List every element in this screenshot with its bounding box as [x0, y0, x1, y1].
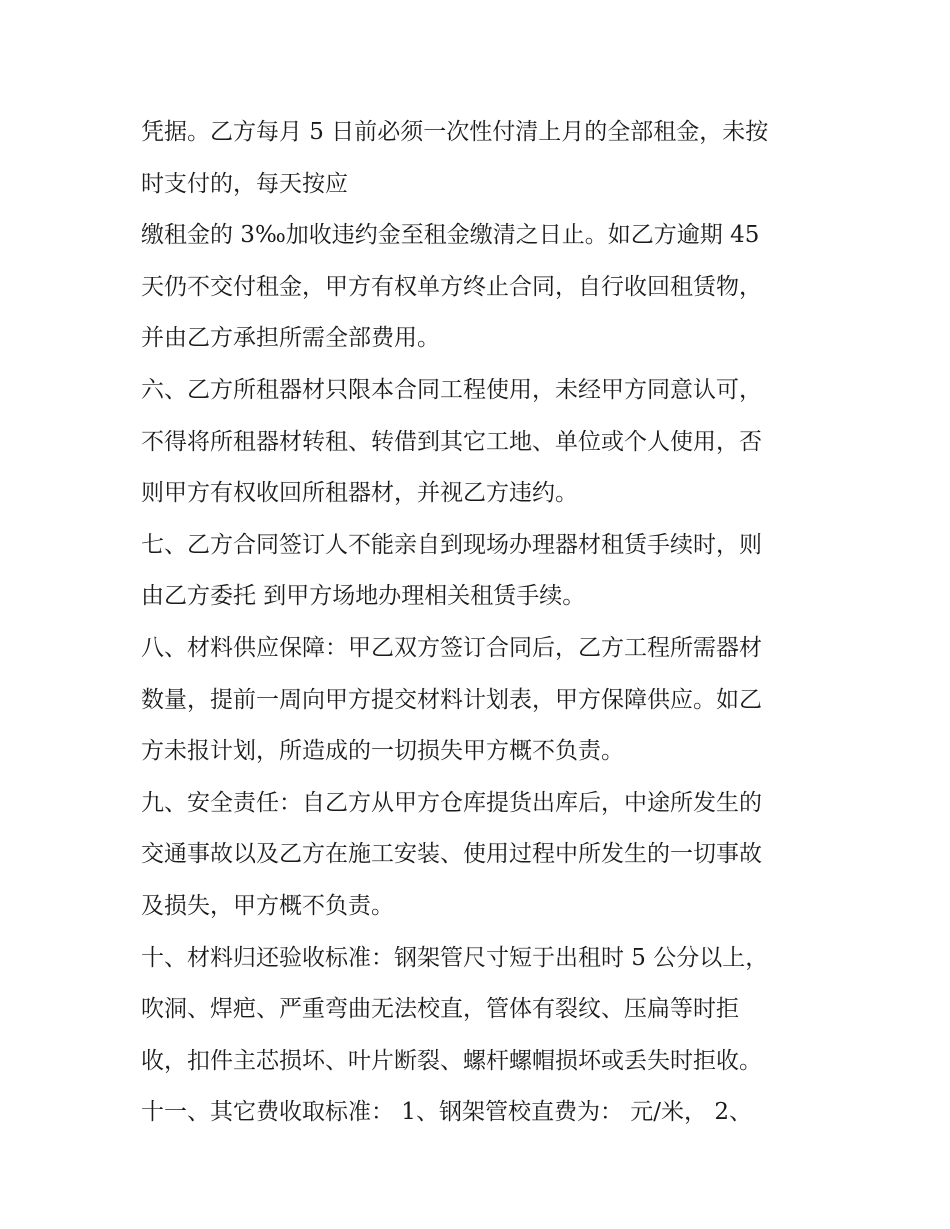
text-line-3: 缴租金的 3‰加收违约金至租金缴清之日止。如乙方逾期 45: [141, 222, 760, 249]
clause-6-line-1: 六、乙方所租器材只限本合同工程使用，未经甲方同意认可，: [141, 376, 762, 403]
clause-9-line-1: 九、安全责任：自乙方从甲方仓库提货出库后，中途所发生的: [141, 789, 762, 816]
clause-6-line-3: 则甲方有权收回所租器材，并视乙方违约。: [141, 480, 578, 507]
contract-text: [141, 107, 821, 1139]
text-line-4: 天仍不交付租金，甲方有权单方终止合同，自行收回租赁物，: [141, 273, 762, 300]
clause-10-line-2: 吹洞、焊疤、严重弯曲无法校直，管体有裂纹、压扁等时拒: [141, 996, 739, 1023]
clause-11-line-1: 十一、其它费收取标准： 1、钢架管校直费为： 元/米， 2、: [141, 1099, 752, 1126]
clause-9-line-2: 交通事故以及乙方在施工安装、使用过程中所发生的一切事故: [141, 841, 762, 868]
clause-8-line-3: 方未报计划，所造成的一切损失甲方概不负责。: [141, 738, 624, 765]
clause-10-line-1: 十、材料归还验收标准：钢架管尺寸短于出租时 5 公分以上，: [141, 944, 769, 971]
clause-8-line-2: 数量，提前一周向甲方提交材料计划表，甲方保障供应。如乙: [141, 686, 762, 713]
clause-7-line-1: 七、乙方合同签订人不能亲自到现场办理器材租赁手续时，则: [141, 531, 762, 558]
text-line-5: 并由乙方承担所需全部费用。: [141, 325, 440, 352]
clause-9-line-3: 及损失，甲方概不负责。: [141, 892, 394, 919]
clause-8-line-1: 八、材料供应保障：甲乙双方签订合同后，乙方工程所需器材: [141, 634, 762, 661]
clause-7-line-2: 由乙方委托 到甲方场地办理相关租赁手续。: [141, 583, 586, 610]
clause-10-line-3: 收，扣件主芯损坏、叶片断裂、螺杆螺帽损坏或丢失时拒收。: [141, 1047, 762, 1074]
text-line-2: 时支付的，每天按应: [141, 170, 348, 197]
text-line-1: 凭据。乙方每月 5 日前必须一次性付清上月的全部租金，未按: [141, 119, 769, 145]
clause-6-line-2: 不得将所租器材转租、转借到其它工地、单位或个人使用，否: [141, 428, 762, 455]
